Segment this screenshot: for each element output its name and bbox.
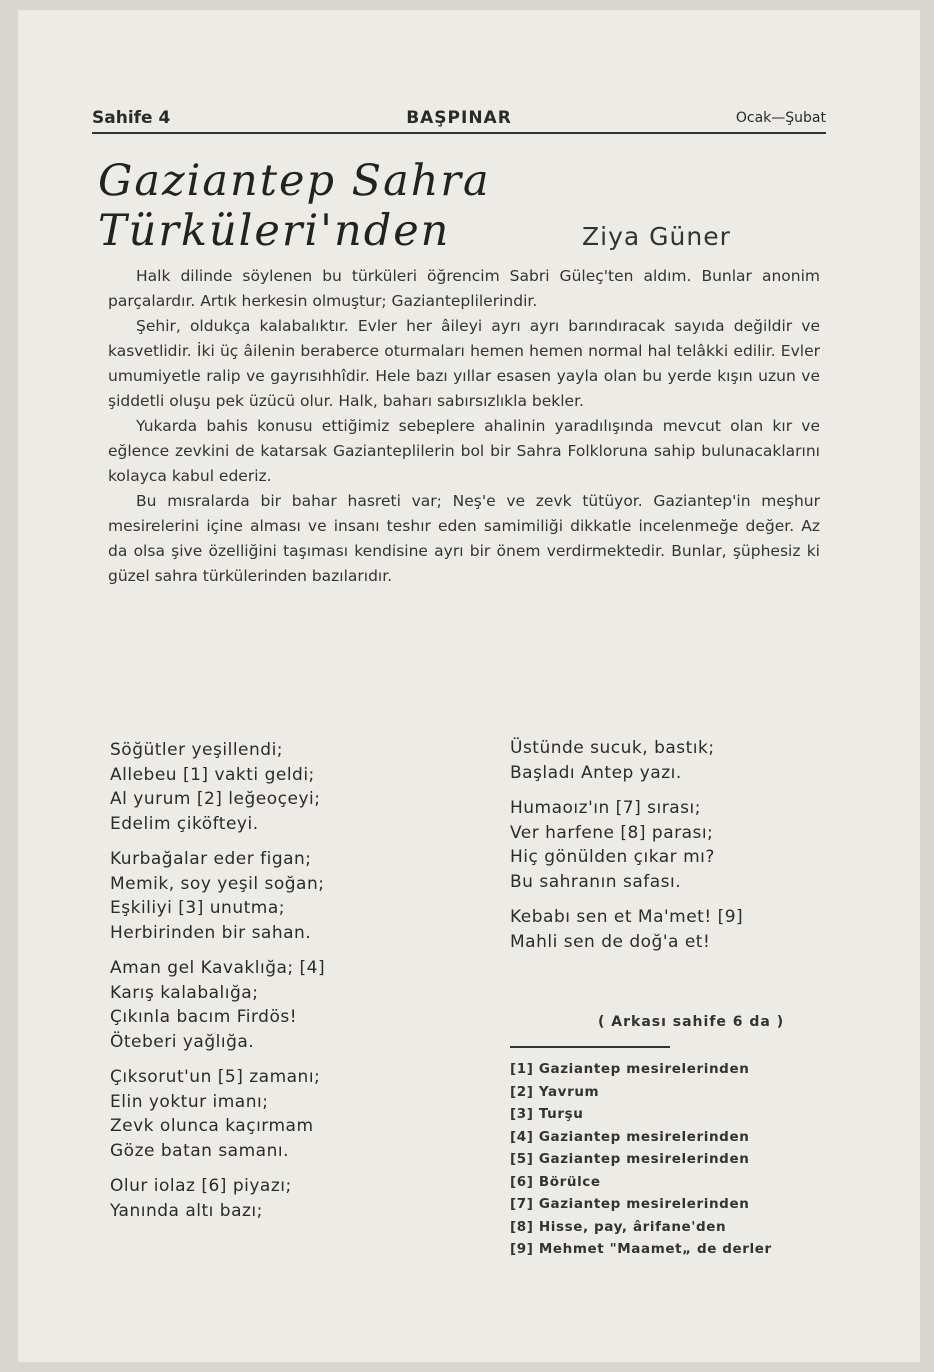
article-title: Gaziantep Sahra Türküleri'nden <box>98 156 491 256</box>
footnote: [8] Hisse, pay, ârifane'den <box>510 1218 727 1235</box>
footnote: [4] Gaziantep mesirelerinden <box>510 1128 750 1145</box>
verse-line: Eşkiliyi [3] unutma; <box>110 898 285 918</box>
footnote: [9] Mehmet "Maamet„ de derler <box>510 1241 772 1257</box>
footnote: [5] Gaziantep mesirelerinden <box>510 1151 750 1167</box>
stanza <box>510 905 840 954</box>
verse-line: Kurbağalar eder figan; <box>110 849 312 869</box>
paragraph: Bu mısralarda bir bahar hasreti var; Neş'e ve zevk tütüyor. Gaziantep'in meşhur mesirelerini içine alması ve insanı teshır eden samimiliği dikkatle incelenmeğe değer. Az da olsa şive özelliğini taşıması kendisine ayrı bir önem verdirmektedir. Bunlar, şüphesiz ki güzel sahra türkülerinden bazılarıdır. <box>108 492 820 585</box>
continued-notice: ( Arkası sahife 6 da ) <box>598 1014 785 1030</box>
verse-line: Al yurum [2] leğeoçeyi; <box>110 789 321 809</box>
verse-line: Zevk olunca kaçırmam <box>110 1116 314 1136</box>
verse-line: Humaoız'ın [7] sırası; <box>510 798 701 818</box>
stanza <box>110 738 470 836</box>
footnote-divider <box>510 1046 670 1048</box>
journal-name: BAŞPINAR <box>406 108 512 128</box>
verse-line: Üstünde sucuk, bastık; <box>510 738 715 758</box>
verse-line: Olur iolaz [6] piyazı; <box>110 1176 292 1196</box>
stanza <box>510 796 840 894</box>
page-number: Sahife 4 <box>92 108 171 128</box>
verse-line: Başladı Antep yazı. <box>510 762 682 783</box>
verse-line: Bu sahranın safası. <box>510 871 682 892</box>
verse-line: Çıksorut'un [5] zamanı; <box>110 1067 321 1087</box>
poem-left-column <box>110 738 470 1234</box>
verse-line: Elin yoktur imanı; <box>110 1091 269 1112</box>
verse-line: Kebabı sen et Ma'met! [9] <box>510 907 744 927</box>
footnote: [1] Gaziantep mesirelerinden <box>510 1061 750 1077</box>
footnote: [6] Börülce <box>510 1173 601 1190</box>
stanza <box>110 1065 470 1163</box>
issue-date: Ocak—Şubat <box>735 110 826 126</box>
footnote: [7] Gaziantep mesirelerinden <box>510 1196 750 1212</box>
footnotes <box>510 1058 830 1261</box>
verse-line: Aman gel Kavaklığa; [4] <box>110 958 326 978</box>
verse-line: Göze batan samanı. <box>110 1140 289 1161</box>
article-author: Ziya Güner <box>582 222 731 251</box>
stanza <box>110 1174 470 1223</box>
footnote: [3] Turşu <box>510 1106 584 1122</box>
footnote: [2] Yavrum <box>510 1083 600 1100</box>
verse-line: Hiç gönülden çıkar mı? <box>510 847 715 867</box>
stanza <box>110 847 470 945</box>
verse-line: Memik, soy yeşil soğan; <box>110 873 325 894</box>
verse-line: Yanında altı bazı; <box>110 1200 263 1221</box>
verse-line: Edelim çiköfteyi. <box>110 813 259 834</box>
verse-line: Öteberi yağlığa. <box>110 1031 255 1052</box>
article-body <box>108 264 820 589</box>
stanza <box>510 736 840 785</box>
verse-line: Herbirinden bir sahan. <box>110 922 312 943</box>
poem-right-column <box>510 736 840 965</box>
verse-line: Allebeu [1] vakti geldi; <box>110 764 315 785</box>
paragraph: Yukarda bahis konusu ettiğimiz sebeplere ahalinin yaradılışında mevcut olan kır ve eğlence zevkini de katarsak Gazianteplilerin bol bir Sahra Folkloruna sahip bulunacaklarını kolayca kabul ederiz. <box>108 417 820 485</box>
page-header <box>92 106 826 134</box>
paragraph: Şehir, oldukça kalabalıktır. Evler her âileyi ayrı ayrı barındıracak sayıda değildir ve kasvetlidir. İki üç âilenin beraberce oturmaları hemen hemen normal hal telâkki edilir. Evler umumiyetle ralip ve gayrısıhhîdir. Hele bazı yıllar esasen yayla olan bu yerde kışın uzun ve şiddetli oluşu pek üzücü olur. Halk, baharı sabırsızlıkla bekler. <box>108 317 820 410</box>
verse-line: Çıkınla bacım Firdös! <box>110 1007 298 1027</box>
verse-line: Mahli sen de doğ'a et! <box>510 931 711 952</box>
verse-line: Karış kalabalığa; <box>110 982 259 1003</box>
verse-line: Ver harfene [8] parası; <box>510 822 714 843</box>
verse-line: Söğütler yeşillendi; <box>110 740 284 760</box>
paragraph: Halk dilinde söylenen bu türküleri öğrencim Sabri Güleç'ten aldım. Bunlar anonim parçalardır. Artık herkesin olmuştur; Gazianteplilerindir. <box>108 267 820 310</box>
stanza <box>110 956 470 1054</box>
